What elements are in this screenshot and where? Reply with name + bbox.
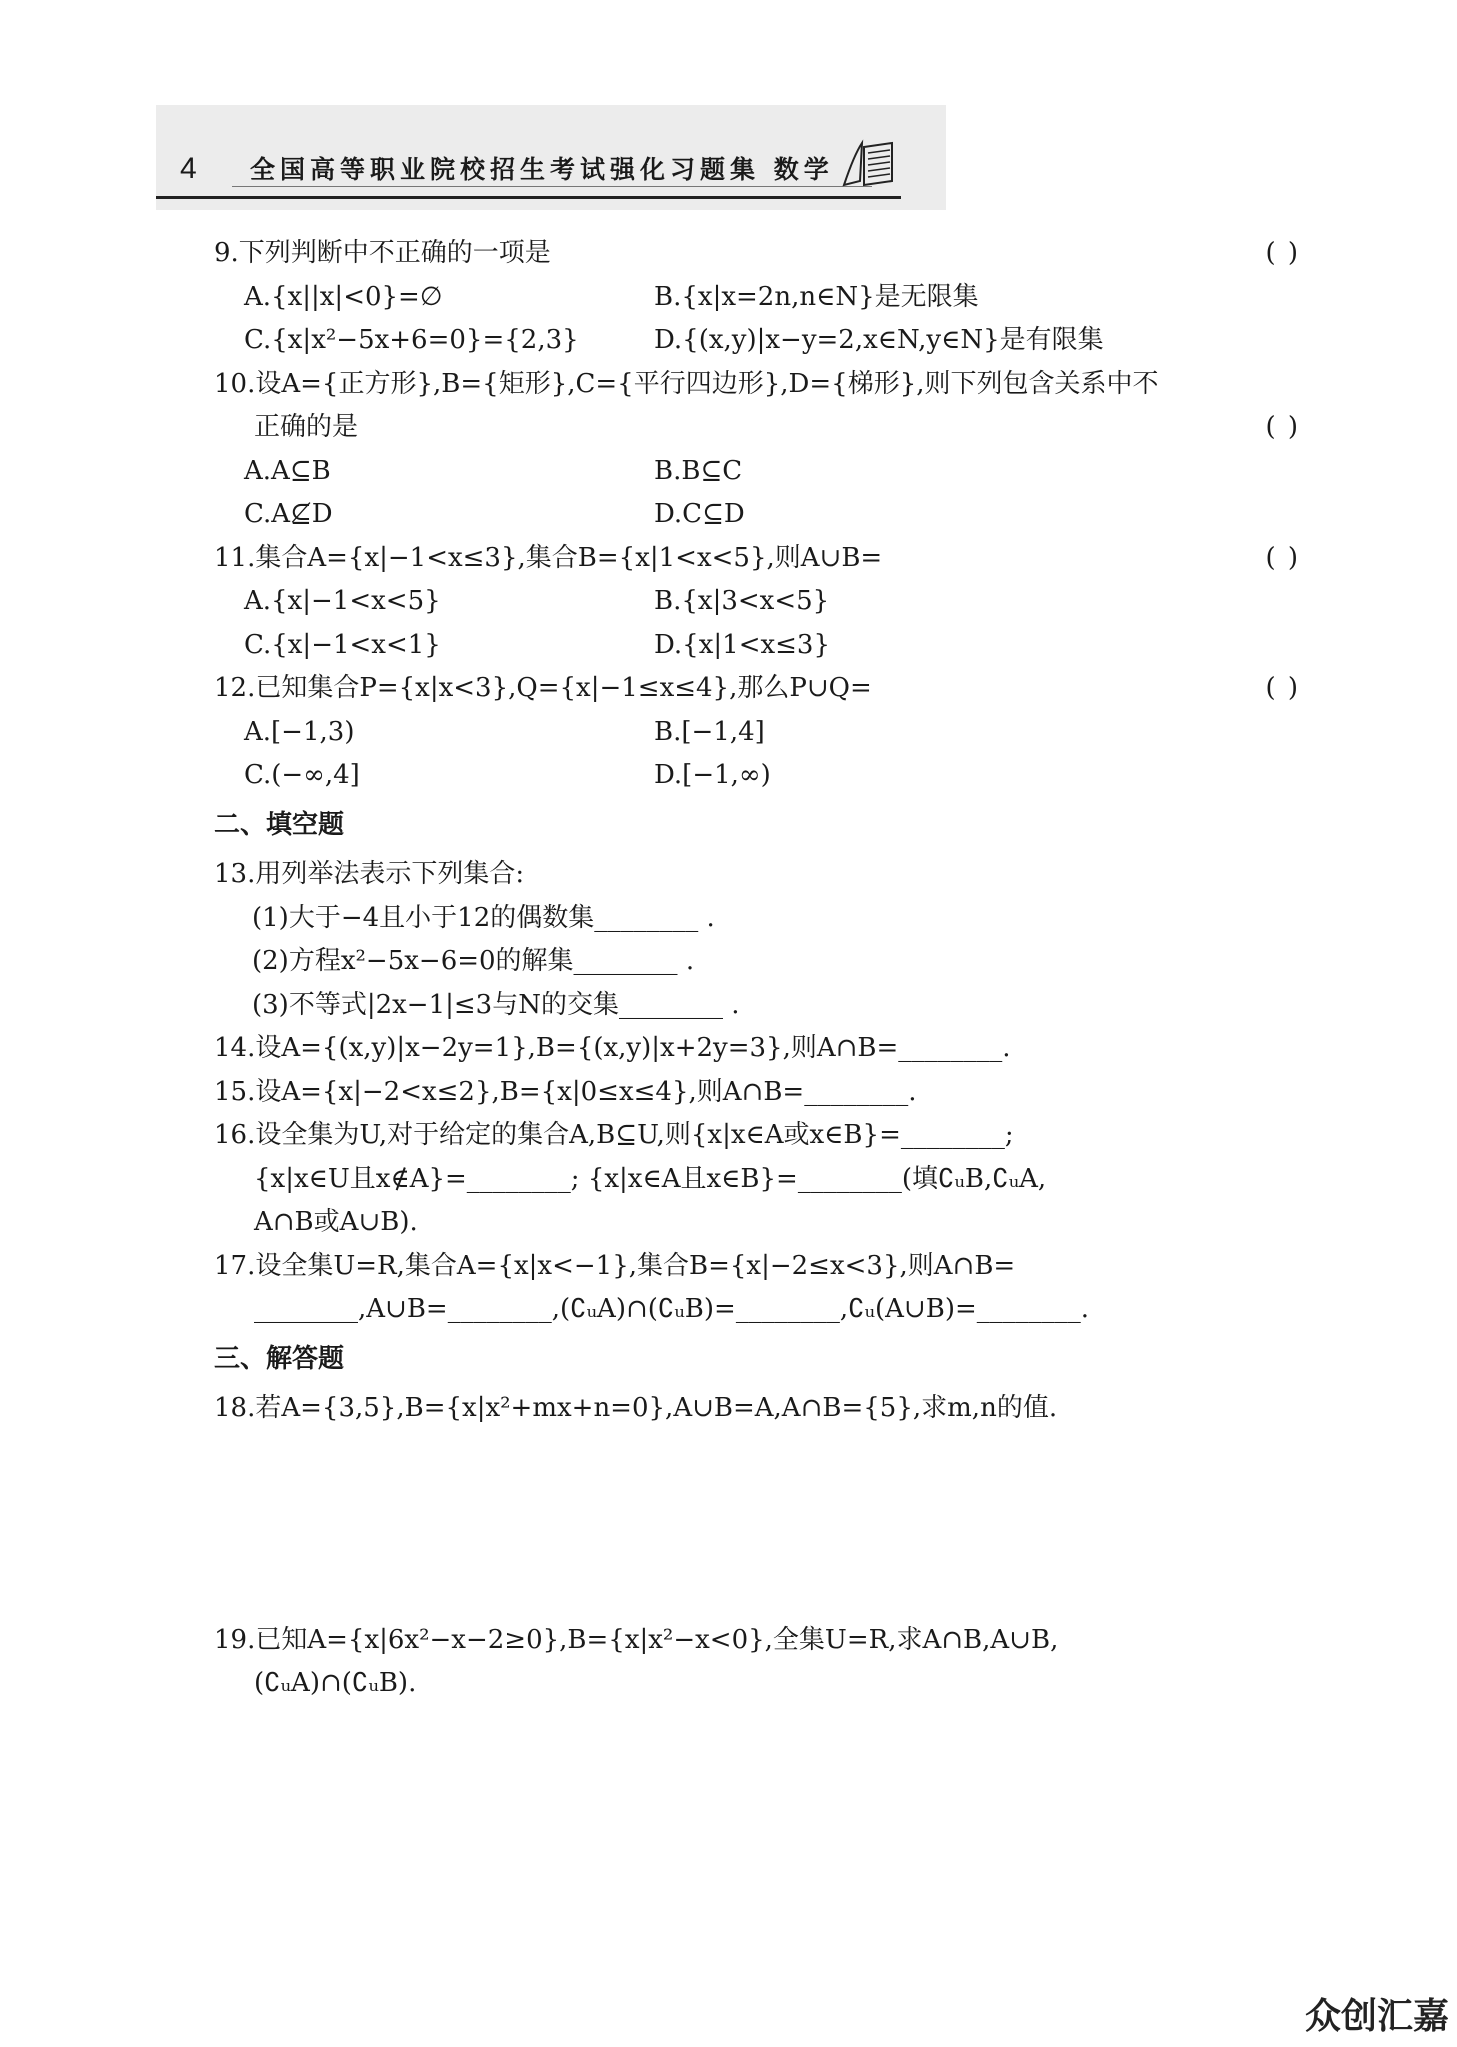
section-fill-title: 二、填空题 [214, 809, 345, 840]
option-d: D.C⊆D [654, 499, 745, 529]
options-row [214, 493, 1302, 537]
option-c: C.{x|−1<x<1} [244, 629, 441, 660]
option-a: A.{x||x|<0}=∅ [244, 281, 443, 312]
question-10-cont [214, 406, 1302, 450]
question-13-2: (2)方程x²−5x−6=0的解集________ . [252, 946, 695, 976]
answer-paren: ( ) [1265, 673, 1300, 703]
options-row [214, 711, 1302, 755]
question-10-stem-cont: 正确的是 [254, 412, 359, 442]
option-a: A.{x|−1<x<5} [244, 586, 441, 616]
question-16-cont: {x|x∈U且x∉A}=________; {x|x∈A且x∈B}=________(填∁ᵤB,∁ᵤA, [254, 1163, 1047, 1194]
question-11-stem: 11.集合A={x|−1<x≤3},集合B={x|1<x<5},则A∪B= [214, 542, 883, 573]
option-b: B.[−1,4] [654, 716, 765, 747]
watermark: 众创汇嘉 [1304, 1996, 1449, 2037]
question-14: 14.设A={(x,y)|x−2y=1},B={(x,y)|x+2y=3},则A∩B=________. [214, 1033, 1011, 1063]
question-13-1: (1)大于−4且小于12的偶数集________ . [252, 902, 715, 933]
question-10 [214, 363, 1302, 407]
question-9-stem: 9.下列判断中不正确的一项是 [214, 238, 551, 268]
option-d: D.{(x,y)|x−y=2,x∈N,y∈N}是有限集 [654, 325, 1104, 355]
question-18: 18.若A={3,5},B={x|x²+mx+n=0},A∪B=A,A∩B={5},求m,n的值. [214, 1393, 1058, 1423]
option-b: B.{x|3<x<5} [654, 586, 830, 616]
answer-paren: ( ) [1265, 238, 1300, 268]
option-a: A.[−1,3) [244, 716, 355, 747]
question-17-cont: ________,A∪B=________,(∁ᵤA)∩(∁ᵤB)=________,∁ᵤ(A∪B)=________. [254, 1294, 1090, 1324]
question-15: 15.设A={x|−2<x≤2},B={x|0≤x≤4},则A∩B=________. [214, 1076, 917, 1107]
section-solve-title: 三、解答题 [214, 1343, 345, 1374]
page-number: 4 [180, 152, 197, 185]
option-b: B.B⊆C [654, 455, 743, 486]
options-row [214, 580, 1302, 624]
header-rule [156, 196, 901, 199]
question-17: 17.设全集U=R,集合A={x|x<−1},集合B={x|−2≤x<3},则A∩B= [214, 1250, 1016, 1281]
question-12-stem: 12.已知集合P={x|x<3},Q={x|−1≤x≤4},那么P∪Q= [214, 673, 872, 703]
options-row [214, 754, 1302, 798]
question-list [214, 232, 1302, 1706]
option-c: C.(−∞,4] [244, 760, 360, 790]
book-logo-icon [840, 135, 900, 195]
option-b: B.{x|x=2n,n∈N}是无限集 [654, 281, 979, 312]
options-row [214, 276, 1302, 320]
option-d: D.[−1,∞) [654, 760, 771, 790]
option-c: C.A⊈D [244, 499, 333, 529]
question-16-cont: A∩B或A∪B). [254, 1207, 418, 1237]
question-12 [214, 667, 1302, 711]
answer-paren: ( ) [1265, 412, 1300, 442]
question-11 [214, 537, 1302, 581]
options-row [214, 319, 1302, 363]
question-9 [214, 232, 1302, 276]
options-row [214, 624, 1302, 668]
question-19: 19.已知A={x|6x²−x−2≥0},B={x|x²−x<0},全集U=R,求A∩B,A∪B, [214, 1624, 1059, 1655]
question-10-stem: 10.设A={正方形},B={矩形},C={平行四边形},D={梯形},则下列包含关系中不 [214, 368, 1159, 399]
answer-space [214, 1431, 1302, 1619]
option-c: C.{x|x²−5x+6=0}={2,3} [244, 325, 579, 355]
option-d: D.{x|1<x≤3} [654, 629, 831, 660]
question-16: 16.设全集为U,对于给定的集合A,B⊆U,则{x|x∈A或x∈B}=________; [214, 1120, 1014, 1150]
question-19-cont: (∁ᵤA)∩(∁ᵤB). [254, 1668, 417, 1698]
option-a: A.A⊆B [244, 455, 331, 486]
header-thin-rule [232, 186, 872, 187]
answer-paren: ( ) [1265, 542, 1300, 573]
question-13: 13.用列举法表示下列集合: [214, 859, 525, 889]
options-row [214, 450, 1302, 494]
question-13-3: (3)不等式|2x−1|≤3与N的交集________ . [252, 989, 740, 1020]
running-title: 全国高等职业院校招生考试强化习题集 数学 [250, 155, 834, 184]
